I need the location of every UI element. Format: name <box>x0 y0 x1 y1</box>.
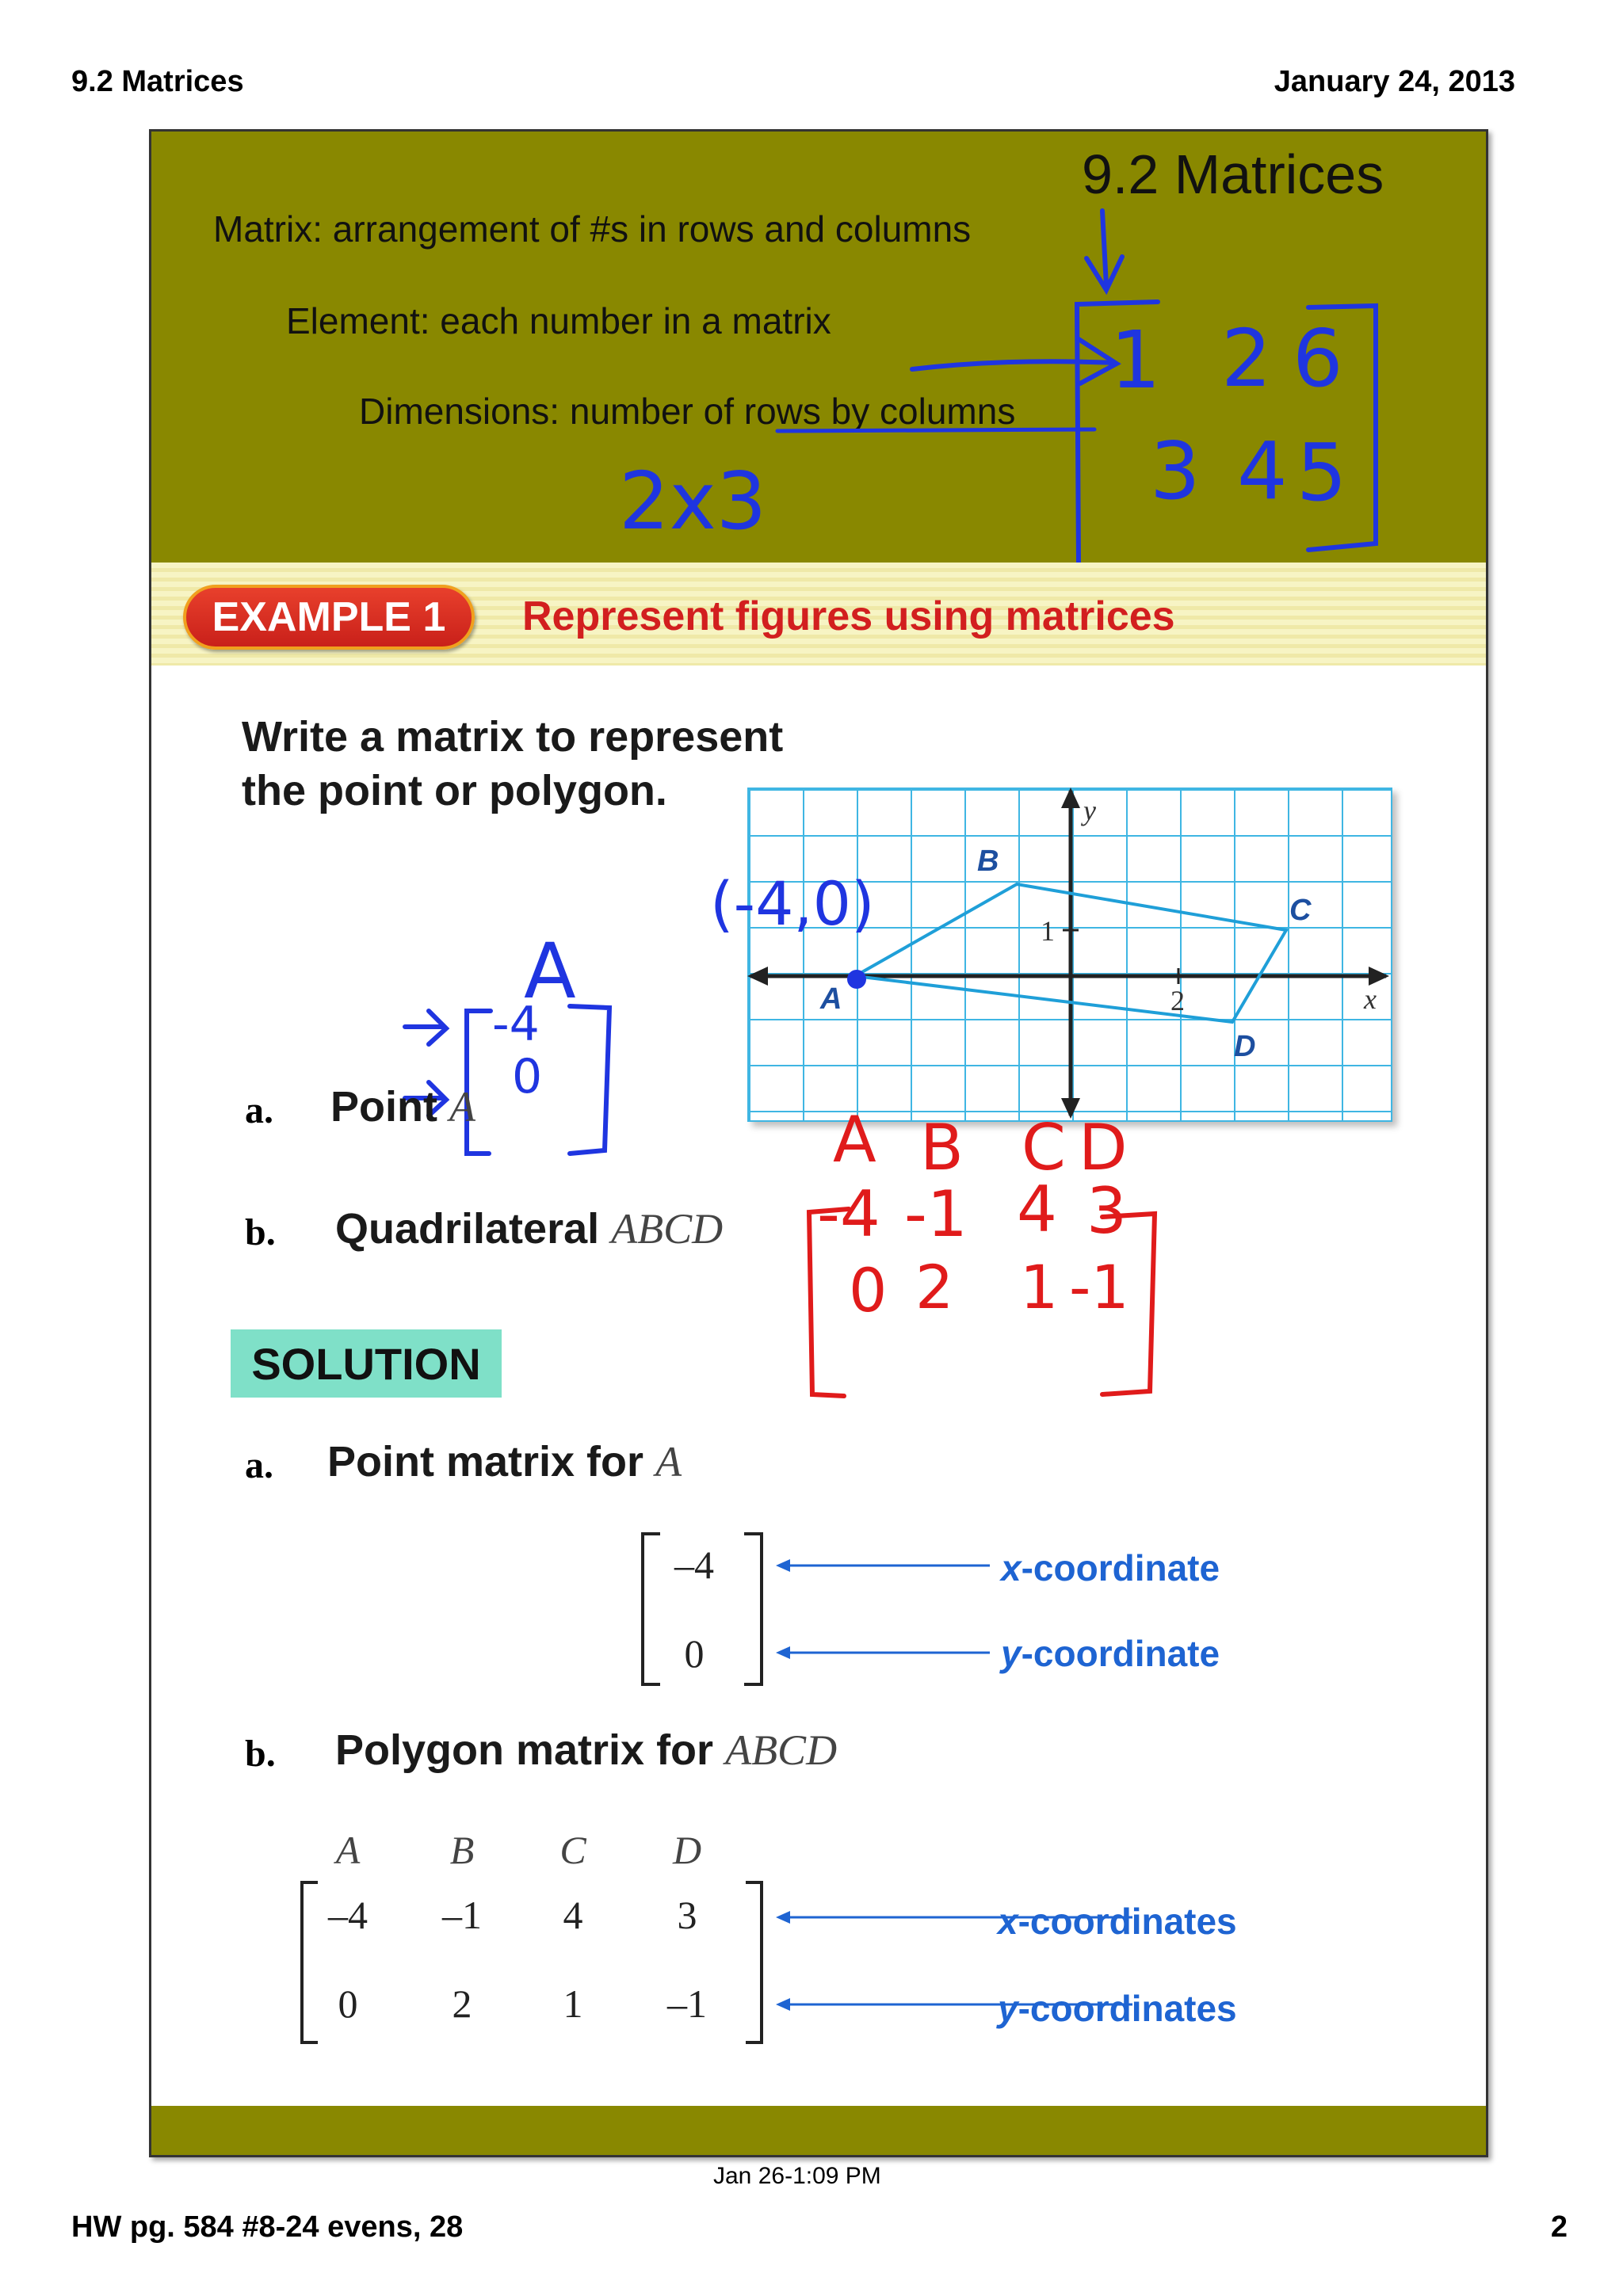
part-a-letter: a. <box>245 1089 273 1131</box>
hw-polygon-r1-d: 3 <box>1086 1174 1127 1248</box>
hw-polygon-header-b: B <box>920 1111 964 1184</box>
solution-b-r1-c: 4 <box>563 1893 583 1937</box>
solution-a-x-rest: -coordinate <box>1021 1547 1220 1589</box>
solution-b-header-a: A <box>335 1828 361 1872</box>
solution-b-r2-b: 2 <box>452 1981 472 2026</box>
part-b-letter: b. <box>245 1211 276 1253</box>
solution-b-r1-a: –4 <box>328 1893 368 1937</box>
slide-panel <box>149 129 1488 2157</box>
solution-a-var: A <box>655 1438 682 1486</box>
solution-b-r1-b: –1 <box>442 1893 482 1937</box>
part-b-var: ABCD <box>611 1205 724 1253</box>
solution-b-item <box>335 1726 837 1775</box>
solution-b-r2-c: 1 <box>563 1981 583 2026</box>
solution-b-header-b: B <box>449 1828 475 1872</box>
solution-a-value-x: –4 <box>674 1543 714 1587</box>
hw-polygon-header-c: C <box>1022 1111 1066 1184</box>
homework-note: HW pg. 584 #8-24 evens, 28 <box>71 2210 464 2244</box>
hw-polygon-header-a: A <box>833 1103 876 1177</box>
solution-b-y-label <box>998 1987 1237 2030</box>
hw-polygon-r1-c: 4 <box>1017 1173 1057 1246</box>
hw-polygon-r1-a: -4 <box>817 1177 880 1251</box>
handwriting-top <box>151 132 1488 563</box>
solution-a-y-rest: -coordinate <box>1021 1633 1220 1674</box>
example-badge: EXAMPLE 1 <box>183 585 475 650</box>
part-b-item <box>335 1204 723 1253</box>
definition-dimensions: Dimensions: number of rows by columns <box>359 391 1016 432</box>
part-b-text: Quadrilateral <box>335 1205 600 1253</box>
solution-b-y-rest: -coordinates <box>1018 1988 1237 2029</box>
solution-b-r1-d: 3 <box>677 1893 697 1937</box>
hw-polygon-r2-c: 1 <box>1020 1252 1059 1322</box>
example-prompt-line2: the point or polygon. <box>242 767 667 814</box>
vertex-label-d: D <box>1234 1030 1256 1063</box>
page-header-date: January 24, 2013 <box>1274 65 1515 98</box>
slide-title: 9.2 Matrices <box>1082 143 1384 205</box>
solution-b-y-var: y <box>998 1988 1018 2029</box>
solution-b-header-c: C <box>559 1828 586 1872</box>
solution-b-x-rest: -coordinates <box>1018 1901 1237 1942</box>
definition-element: Element: each number in a matrix <box>286 300 831 341</box>
graph-x-tick-label: 2 <box>1170 985 1185 1016</box>
part-a-item <box>330 1082 475 1131</box>
hw-polygon-header-d: D <box>1079 1111 1128 1184</box>
example-prompt <box>242 710 783 818</box>
graph-overlay <box>747 788 1397 1128</box>
solution-b-header-d: D <box>672 1828 702 1872</box>
slide-timestamp: Jan 26-1:09 PM <box>713 2163 881 2189</box>
vertex-label-b: B <box>977 845 999 878</box>
hw-point-matrix-x: -4 <box>492 997 540 1052</box>
hw-point-matrix-y: 0 <box>512 1049 543 1104</box>
slide-bottom-bar <box>151 2106 1488 2157</box>
solution-badge: SOLUTION <box>231 1329 502 1398</box>
page-number: 2 <box>1550 2210 1568 2244</box>
solution-a-letter: a. <box>245 1444 273 1486</box>
solution-b-r2-a: 0 <box>338 1981 358 2026</box>
hw-polygon-r1-b: -1 <box>904 1177 968 1251</box>
solution-a-y-label <box>1001 1632 1220 1675</box>
vertex-label-c: C <box>1289 894 1312 927</box>
hw-point-dot <box>833 963 880 1003</box>
hw-polygon-r2-d: -1 <box>1069 1252 1129 1322</box>
vertex-label-a: A <box>820 982 842 1016</box>
hw-matrix-2: 2 <box>1221 312 1272 405</box>
hw-point-label: (-4,0) <box>710 868 875 939</box>
solution-a-y-var: y <box>1001 1633 1022 1674</box>
graph-x-axis-label: x <box>1364 983 1377 1015</box>
solution-b-var: ABCD <box>725 1726 838 1774</box>
graph-y-axis-label: y <box>1083 795 1096 826</box>
hw-dimensions-note: 2x3 <box>619 455 767 547</box>
hw-matrix-6: 6 <box>1293 312 1343 405</box>
hw-matrix-5: 5 <box>1296 426 1347 519</box>
hw-point-matrix-header: A <box>524 927 576 1016</box>
solution-b-x-label <box>998 1900 1237 1943</box>
solution-a-x-var: x <box>1001 1547 1022 1589</box>
hw-matrix-1: 1 <box>1110 314 1161 406</box>
hw-matrix-4: 4 <box>1237 425 1288 517</box>
graph-y-tick-label: 1 <box>1041 915 1055 947</box>
solution-a-value-y: 0 <box>684 1631 705 1676</box>
part-a-var: A <box>449 1083 475 1131</box>
solution-a-item <box>327 1437 682 1486</box>
part-a-text: Point <box>330 1083 437 1131</box>
solution-a-text: Point matrix for <box>327 1438 644 1486</box>
solution-a-x-label <box>1001 1547 1220 1589</box>
page-header-title: 9.2 Matrices <box>71 65 244 98</box>
solution-b-letter: b. <box>245 1733 276 1775</box>
solution-b-r2-d: –1 <box>667 1981 707 2026</box>
solution-b-x-var: x <box>998 1901 1018 1942</box>
hw-polygon-r2-a: 0 <box>849 1255 888 1325</box>
example-title: Represent figures using matrices <box>522 593 1175 639</box>
hw-matrix-3: 3 <box>1150 425 1201 517</box>
solution-b-text: Polygon matrix for <box>335 1726 714 1774</box>
definition-matrix: Matrix: arrangement of #s in rows and columns <box>213 208 972 250</box>
hw-polygon-r2-b: 2 <box>915 1252 954 1322</box>
example-prompt-line1: Write a matrix to represent <box>242 713 784 761</box>
